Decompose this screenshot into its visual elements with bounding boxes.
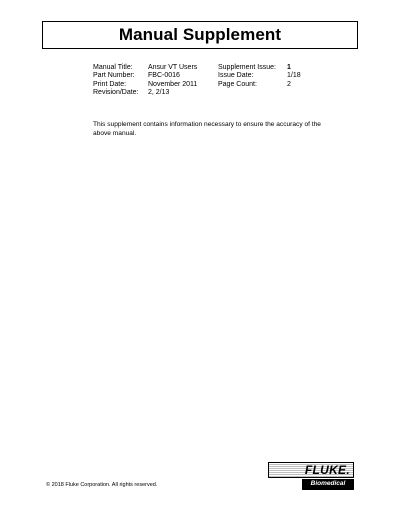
logo-sub-box: [302, 479, 354, 490]
meta-values-right: [287, 64, 301, 89]
title-box: [42, 21, 358, 49]
meta-labels-left: [93, 64, 139, 97]
part-number-label: Part Number:: [93, 72, 135, 80]
logo-wordmark: FLUKE.: [304, 463, 350, 477]
supplement-issue-value: 1: [287, 64, 291, 71]
manual-title-value: Ansur VT Users: [148, 64, 198, 71]
page-count-label: Page Count:: [218, 80, 257, 88]
supplement-issue-label: Supplement Issue:: [218, 64, 276, 71]
supplement-description: This supplement contains information necessary to ensure the accuracy of the above manual.: [93, 121, 321, 137]
issue-date-label: Issue Date:: [218, 72, 254, 80]
manual-title-label: Manual Title:: [93, 64, 133, 71]
page-count-value: 2: [287, 80, 291, 88]
meta-labels-right: [218, 64, 276, 89]
logo-wordmark-box: [268, 462, 354, 478]
fluke-biomedical-logo: [268, 462, 354, 491]
part-number-value: FBC-0016: [148, 72, 180, 80]
meta-values-left: [148, 64, 197, 97]
revision-date-label: Revision/Date:: [93, 88, 139, 96]
print-date-label: Print Date:: [93, 80, 127, 88]
document-title: Manual Supplement: [118, 25, 282, 44]
issue-date-value: 1/18: [287, 72, 301, 80]
print-date-value: November 2011: [148, 80, 198, 88]
copyright-notice: © 2018 Fluke Corporation. All rights reserved.: [46, 482, 158, 488]
logo-subtitle: Biomedical: [310, 480, 346, 488]
revision-date-value: 2, 2/13: [148, 88, 170, 96]
